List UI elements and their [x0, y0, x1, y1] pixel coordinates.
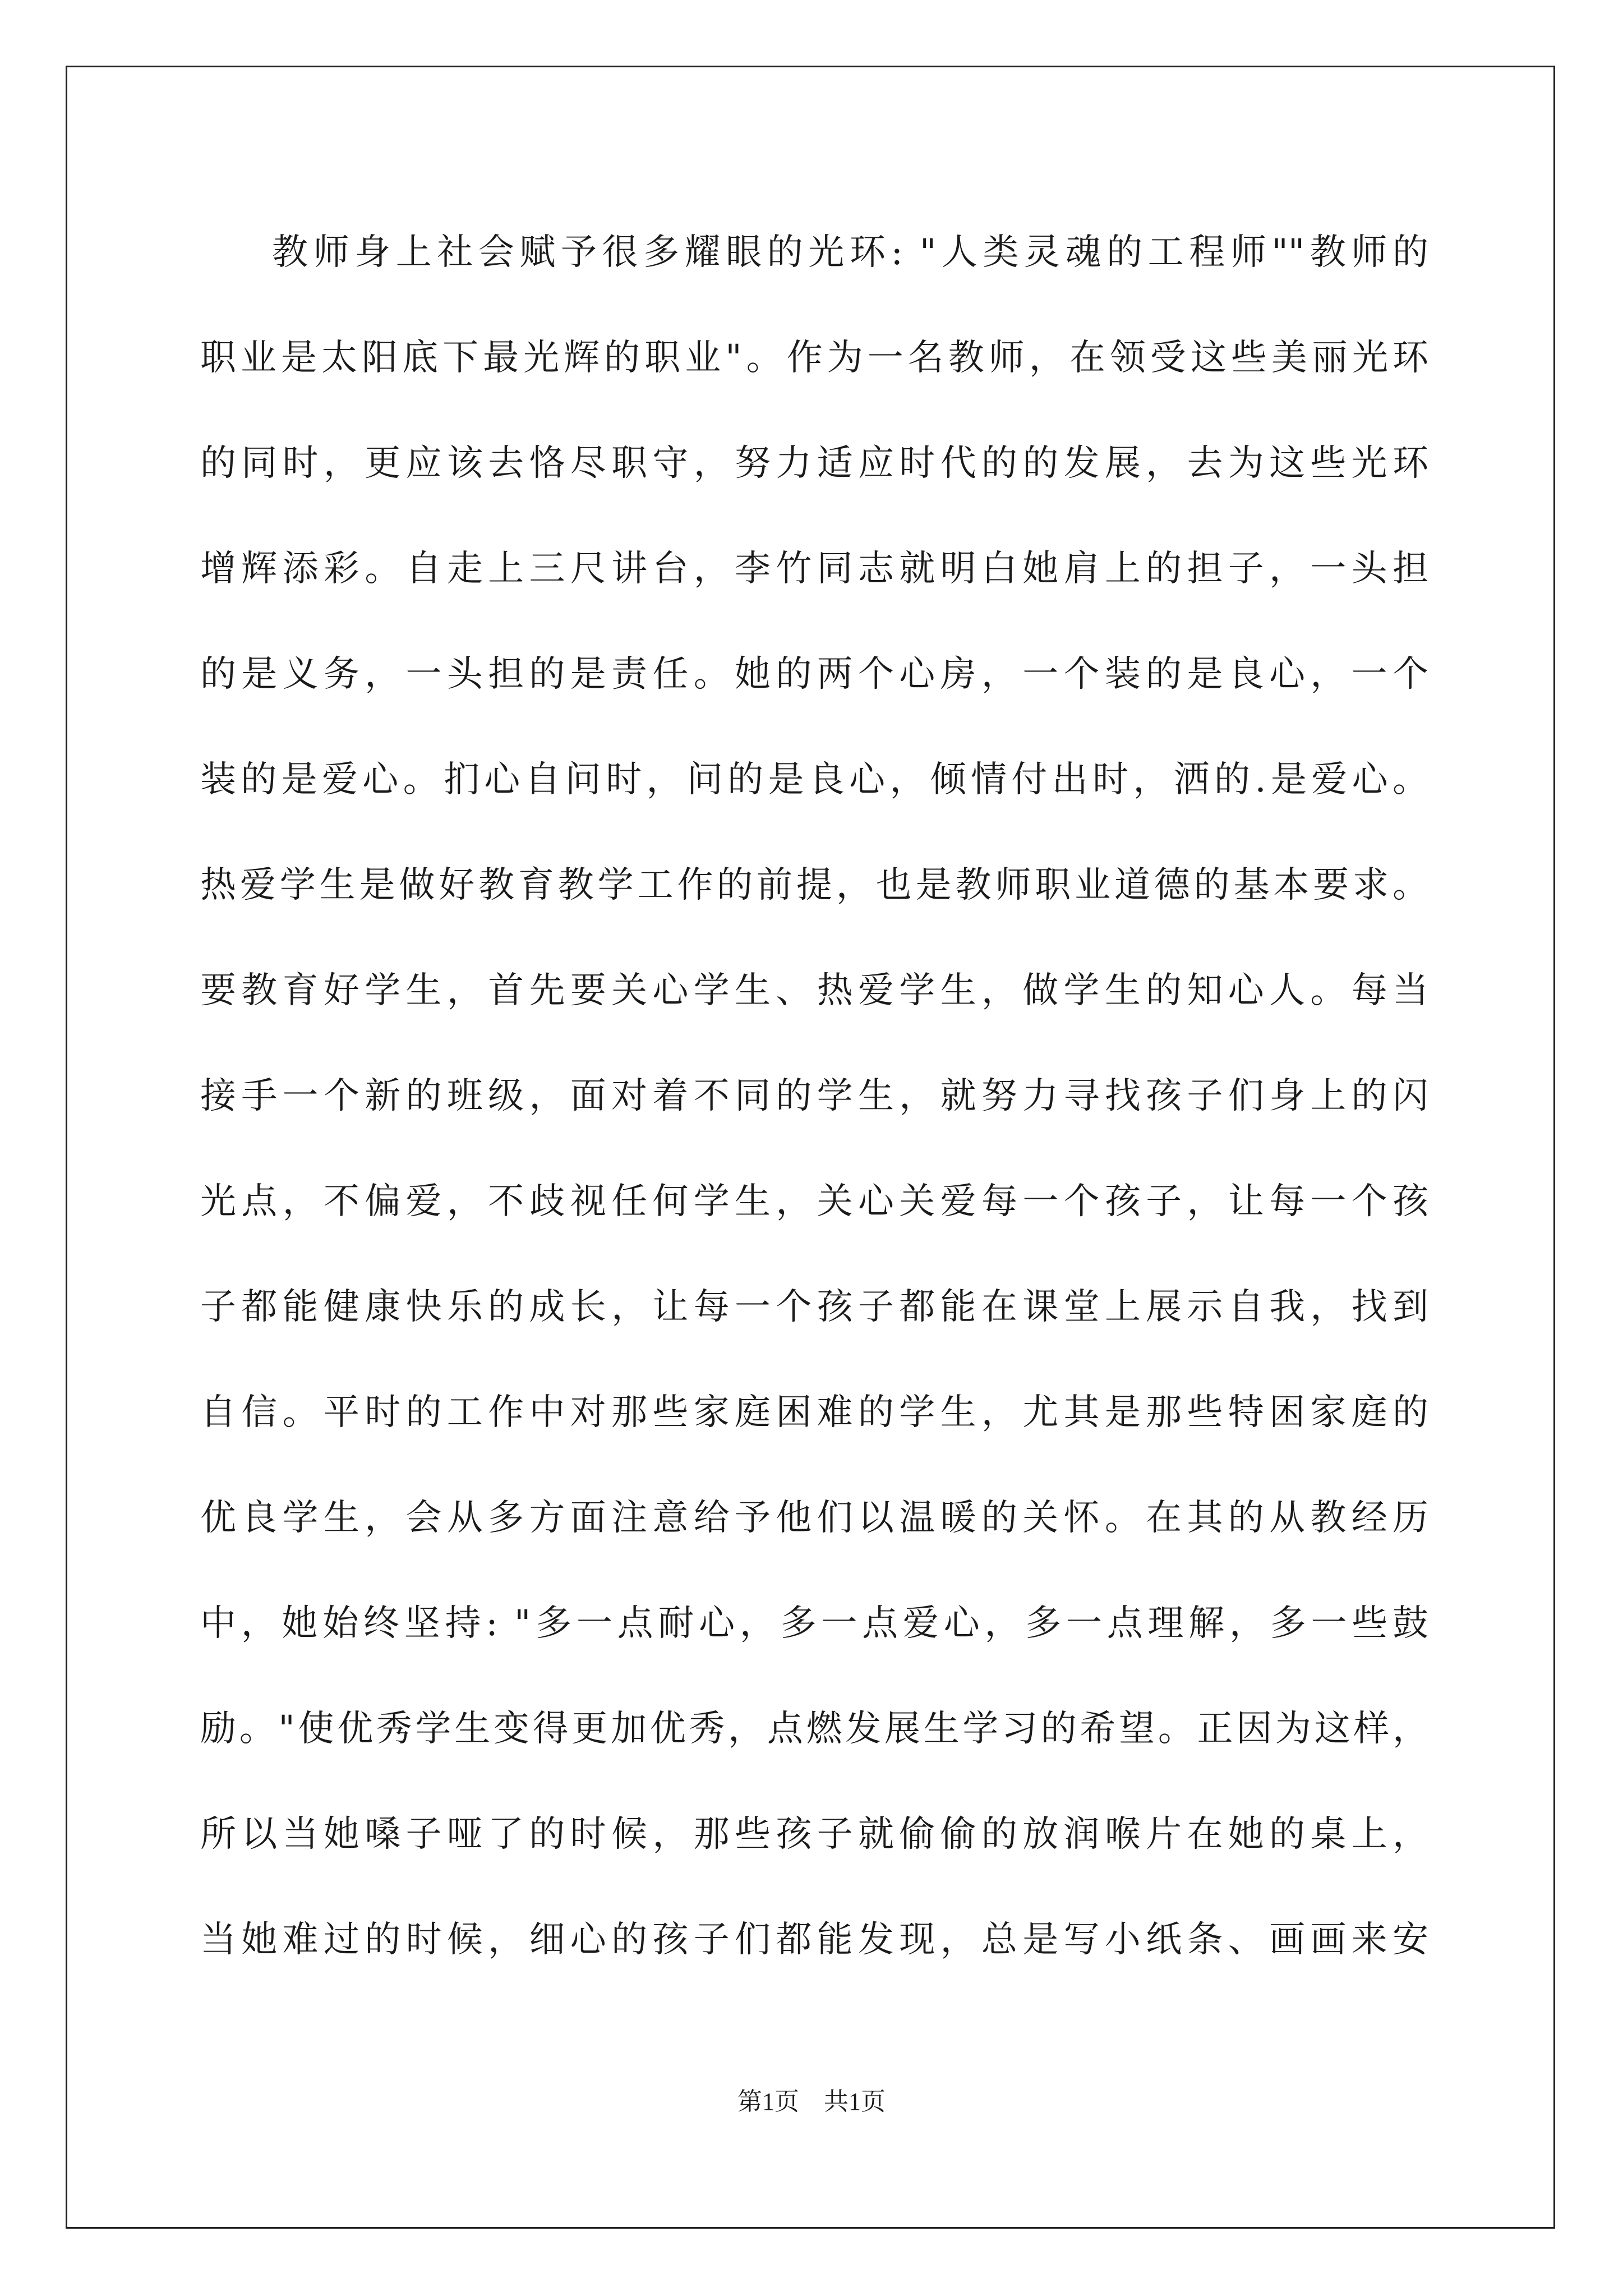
- text-line: 的同时，更应该去恪尽职守，努力适应时代的的发展，去为这些光环: [200, 443, 1428, 484]
- text-line: 教师身上社会赋予很多耀眼的光环: "人类灵魂的工程师""教师的: [272, 232, 1428, 273]
- text-line: 接手一个新的班级，面对着不同的学生，就努力寻找孩子们身上的闪: [200, 1075, 1428, 1117]
- text-line: 当她难过的时候，细心的孩子们都能发现，总是写小纸条、画画来安: [200, 1919, 1428, 1961]
- document-body: [200, 219, 1428, 2012]
- text-line: 职业是太阳底下最光辉的职业"。作为一名教师，在领受这些美丽光环: [200, 337, 1428, 379]
- text-line: 的是义务，一头担的是责任。她的两个心房，一个装的是良心，一个: [200, 654, 1428, 695]
- text-line: 要教育好学生，首先要关心学生、热爱学生，做学生的知心人。每当: [200, 970, 1428, 1011]
- text-line: 中，她始终坚持: "多一点耐心，多一点爱心，多一点理解，多一些鼓: [200, 1603, 1428, 1644]
- text-line: 优良学生，会从多方面注意给予他们以温暖的关怀。在其的从教经历: [200, 1497, 1428, 1539]
- text-line: 光点，不偏爱，不歧视任何学生，关心关爱每一个孩子，让每一个孩: [200, 1181, 1428, 1222]
- text-line: 子都能健康快乐的成长，让每一个孩子都能在课堂上展示自我，找到: [200, 1286, 1428, 1328]
- text-line: 所以当她嗓子哑了的时候，那些孩子就偷偷的放润喉片在她的桌上，: [200, 1814, 1428, 1855]
- page-number-footer: 第1页 共1页: [737, 2088, 886, 2115]
- text-line: 励。"使优秀学生变得更加优秀，点燃发展生学习的希望。正因为这样，: [200, 1708, 1428, 1750]
- text-line: 增辉添彩。自走上三尺讲台，李竹同志就明白她肩上的担子，一头担: [200, 548, 1428, 590]
- text-line: 自信。平时的工作中对那些家庭困难的学生，尤其是那些特困家庭的: [200, 1392, 1428, 1433]
- text-line: 热爱学生是做好教育教学工作的前提，也是教师职业道德的基本要求。: [200, 864, 1428, 906]
- text-line: 装的是爱心。扪心自问时，问的是良心，倾情付出时，洒的.是爱心。: [200, 759, 1428, 800]
